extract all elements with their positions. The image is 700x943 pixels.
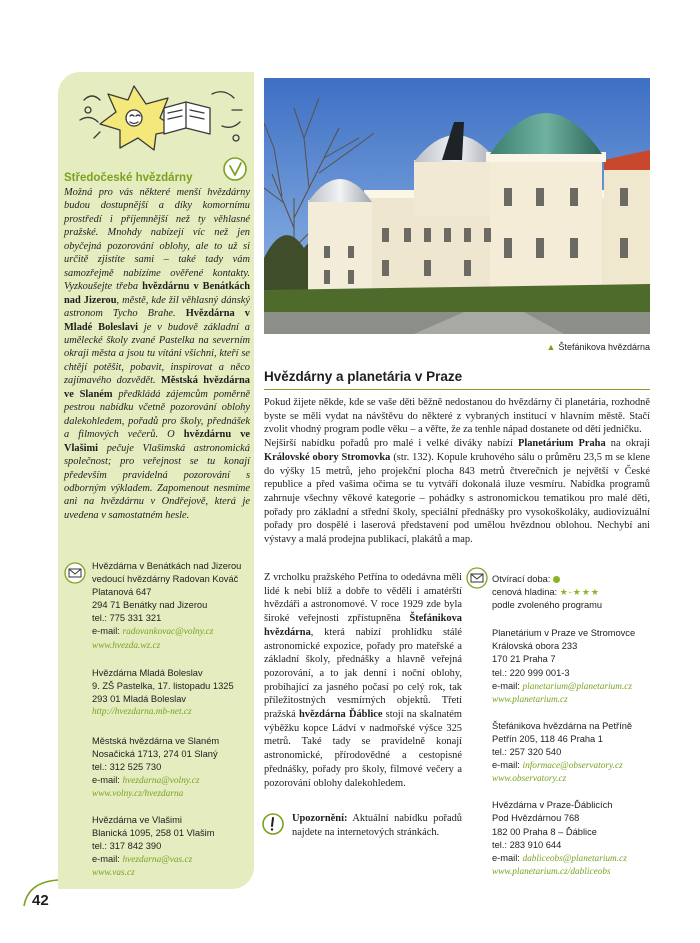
contact-line: tel.: 312 525 730 bbox=[92, 762, 162, 773]
email-label: e-mail: bbox=[492, 760, 523, 771]
contact-line: Hvězdárna v Benátkách nad Jizerou bbox=[92, 561, 242, 571]
bold-text: Hvězdárna v Mladé Boleslavi bbox=[64, 308, 251, 333]
article-paragraph bbox=[264, 437, 650, 547]
email-label: e-mail: bbox=[492, 852, 523, 863]
contact-email-line bbox=[92, 625, 252, 639]
text-run: Z vrcholku pražského Petřína to odedávna měli lidé k nebi blíž a dobře to věděli i amatérští hvězdáři a astronomové. V roce 1929 zde byla široké veřejnosti zpřístupněna bbox=[264, 572, 462, 625]
triangle-marker-icon: ▲ bbox=[546, 342, 556, 352]
price-stars: ★-★★★ bbox=[559, 587, 601, 598]
notice-text: Aktuální nabídku pořadů najdete na internetových stránkách. bbox=[292, 813, 462, 838]
info-box bbox=[492, 573, 652, 879]
contact-line: Planetárium v Praze ve Stromovce bbox=[492, 628, 636, 639]
web-link[interactable]: http://hvezdarna.mb-net.cz bbox=[92, 707, 192, 718]
contact-block bbox=[92, 560, 252, 653]
contact-email-line bbox=[92, 774, 252, 788]
email-label: e-mail: bbox=[492, 680, 523, 691]
email-label: e-mail: bbox=[92, 775, 123, 786]
price-level: cenová hladina: ★-★★★ bbox=[492, 587, 601, 598]
page-number: 42 bbox=[32, 892, 49, 909]
contact-block bbox=[492, 720, 652, 786]
sidebar-box bbox=[58, 72, 254, 889]
contact-line: Platanová 647 bbox=[92, 587, 152, 598]
reading-star-illustration bbox=[72, 80, 250, 152]
bold-text: Městská hvězdárna ve Slaném bbox=[64, 375, 250, 400]
text-run: předkládá zájemcům poměrně pestrou nabídku včetně pozorování oblohy dalekohledem, pořadů pro školy, přednášek a filmových večerů. O bbox=[64, 388, 250, 441]
text-run: , městě, kde žil věhlasný dánský astronom Tycho Brahe. bbox=[64, 294, 250, 320]
notice-label: Upozornění: bbox=[292, 813, 348, 824]
bold-text: Štefánikova hvězdárna bbox=[264, 613, 462, 638]
contact-line: 293 01 Mladá Boleslav bbox=[92, 694, 187, 705]
email-label: e-mail: bbox=[92, 854, 123, 865]
contact-email-line bbox=[92, 853, 252, 867]
email-link[interactable]: hvezdarna@volny.cz bbox=[122, 776, 200, 787]
web-link[interactable]: www.volny.cz/hvezdarna bbox=[92, 789, 184, 800]
contact-block bbox=[92, 814, 252, 880]
email-label: e-mail: bbox=[92, 626, 123, 637]
envelope-icon bbox=[64, 562, 86, 584]
contact-line: Královská obora 233 bbox=[492, 641, 578, 652]
web-link[interactable]: www.hvezda.wz.cz bbox=[92, 640, 161, 651]
contact-line: Městská hvězdárna ve Slaném bbox=[92, 736, 220, 746]
contact-line: 9. ZŠ Pastelka, 17. listopadu 1325 bbox=[92, 681, 234, 692]
contact-line: tel.: 283 910 644 bbox=[492, 839, 562, 850]
article-heading bbox=[264, 367, 650, 390]
article-paragraph bbox=[264, 396, 650, 437]
contact-line: Pod Hvězdárnou 768 bbox=[492, 813, 580, 824]
contact-line: tel.: 220 999 001-3 bbox=[492, 667, 570, 678]
bold-text: hvězdárna Ďáblice bbox=[298, 709, 383, 721]
web-link[interactable]: www.planetarium.cz bbox=[492, 694, 568, 705]
text-run: pečuje Vlašimská astronomická společnost; pro veřejnost se tu konají především pravidelná pozorování s odborným výkladem. Zapomenout nesmíme ani na hvězdárnu v Ondřejově, která je uvedena v samostatném hesle. bbox=[64, 442, 250, 521]
bold-text: hvězdárnu v Benátkách nad Jizerou bbox=[64, 281, 250, 306]
contact-block bbox=[92, 735, 252, 801]
article-title: Hvězdárny a planetária v Praze bbox=[264, 369, 463, 384]
web-link[interactable]: www.planetarium.cz/dabliceobs bbox=[492, 866, 611, 877]
sidebar-text bbox=[64, 186, 250, 522]
contact-line: 182 00 Praha 8 – Ďáblice bbox=[492, 826, 597, 837]
contact-line: vedoucí hvězdárny Radovan Kováč bbox=[92, 574, 239, 585]
web-link[interactable]: www.observatory.cz bbox=[492, 774, 567, 785]
text-run: (str. 132). Kopule kruhového sálu o průměru 23,5 m se klene do výšky 15 metrů, jeho projekční plocha 843 metrů čtverečních je největší v České republice a před vašima očima se tu vytváří dokonalá iluze vesmíru. Nabídka programů zahrnuje všechny věkové kategorie – pohádky s astronomickou tematikou pro malé děti, pořady pro základní a střední školy, speciální přednášky pro vysokoškoláky, audiovizuální pořady pro dospělé i laserová představení pod umělou hvězdnou oblohou. Nechybí ani výstavy a malá prodejna publikací, plakátů a map. bbox=[264, 451, 650, 546]
info-contacts bbox=[492, 627, 652, 879]
text-run: Nejširší nabídku pořadů pro malé i velké diváky nabízí bbox=[264, 438, 518, 450]
open-dot-icon bbox=[553, 576, 560, 583]
text-run: je v budově základní a umělecké školy zvané Pastelka na severním okraji města a jsou tu vítáni všichni, kteří se chtějí potěšit, pobavit, inspirovat a něco zajímavého dozvědět. bbox=[64, 321, 250, 387]
text-run: Možná pro vás některé menší hvězdárny budou dostupnější a díky komornímu prostředí i příjemnější než ty věhlasné pražské. Mnohdy nabízejí víc než jen obyčejná pozorování oblohy, ale to už si určitě zjistíte sami – také tady vám samozřejmě nabízíme ověřené kontakty. Vyzkoušejte třeba bbox=[64, 187, 250, 293]
contact-line: Hvězdárna v Praze-Ďáblicích bbox=[492, 800, 613, 811]
photo-caption: ▲ Štefánikova hvězdárna bbox=[546, 342, 650, 352]
observatory-photo bbox=[264, 78, 650, 334]
contact-block bbox=[492, 799, 652, 879]
sidebar-title: Středočeské hvězdárny bbox=[64, 172, 193, 184]
contact-line: tel.: 317 842 390 bbox=[92, 841, 162, 852]
email-link[interactable]: planetarium@planetarium.cz bbox=[522, 681, 633, 692]
contact-email-line bbox=[492, 680, 652, 694]
envelope-icon bbox=[466, 567, 488, 589]
email-link[interactable]: informace@observatory.cz bbox=[522, 761, 623, 772]
text-run: Pokud žijete někde, kde se vaše děti běžně nedostanou do hvězdárny či planetária, rozhodně byste se měli vydat na návštěvu do některé z vybraných institucí v hlavním městě. Stačí zvolit vhodný program podle věku – a věřte, že za tenhle nápad dostanete od dětí jedničku. bbox=[264, 397, 650, 436]
price-note: podle zvoleného programu bbox=[492, 600, 603, 611]
text-run: , která nabízí prohlídku stálé astronomické expozice, pořady pro mateřské a základní školy, přednášky a hlavně veřejná pozorování, a to jak denní i noční oblohy, probíhající za jasného počasí po celý rok, tak příležitostných vesmírných objektů. Třetí pražská bbox=[264, 626, 462, 721]
contact-email-line bbox=[492, 852, 652, 866]
contact-line: 170 21 Praha 7 bbox=[492, 654, 556, 665]
bold-text: hvězdárnu ve Vlašimi bbox=[64, 429, 251, 454]
contact-block bbox=[492, 627, 652, 707]
email-link[interactable]: dabliceobs@planetarium.cz bbox=[522, 853, 627, 864]
web-link[interactable]: www.vas.cz bbox=[92, 868, 135, 879]
contact-line: tel.: 257 320 540 bbox=[492, 747, 562, 758]
opening-hours: Otvírací doba: bbox=[492, 573, 652, 586]
email-link[interactable]: hvezdarna@vas.cz bbox=[122, 855, 193, 866]
email-link[interactable]: radovankovac@volny.cz bbox=[122, 627, 214, 638]
text-run: stojí na skalnatém výběžku kopce Ládví v nadmořské výšce 325 metrů. Také tady se pravidelně konají astronomické, přírodovědné a cestopisné přednášky, pořady pro školy, filmové večery a pozorování oblohy dalekohledem. bbox=[264, 709, 462, 789]
bold-text: Královské obory Stromovka bbox=[264, 451, 391, 463]
text-run: na okraji bbox=[605, 438, 650, 450]
contact-block bbox=[92, 667, 252, 719]
bold-text: Planetárium Praha bbox=[517, 438, 606, 450]
contact-line: tel.: 775 331 321 bbox=[92, 613, 162, 624]
contact-email-line bbox=[492, 759, 652, 773]
contact-line: Petřín 205, 118 46 Praha 1 bbox=[492, 733, 603, 744]
contact-line: Hvězdárna Mladá Boleslav bbox=[92, 668, 203, 678]
contact-line: Nosačická 1713, 274 01 Slaný bbox=[92, 749, 218, 760]
article-column-text bbox=[264, 571, 462, 790]
contact-line: Štefánikova hvězdárna na Petříně bbox=[492, 720, 633, 731]
contact-line: 294 71 Benátky nad Jizerou bbox=[92, 600, 208, 611]
contact-line: Blanická 1095, 258 01 Vlašim bbox=[92, 828, 215, 839]
article-intro bbox=[264, 396, 650, 547]
notice-paragraph bbox=[264, 812, 462, 839]
contact-line: Hvězdárna ve Vlašimi bbox=[92, 815, 182, 825]
recommendation-badge-icon bbox=[222, 156, 248, 182]
